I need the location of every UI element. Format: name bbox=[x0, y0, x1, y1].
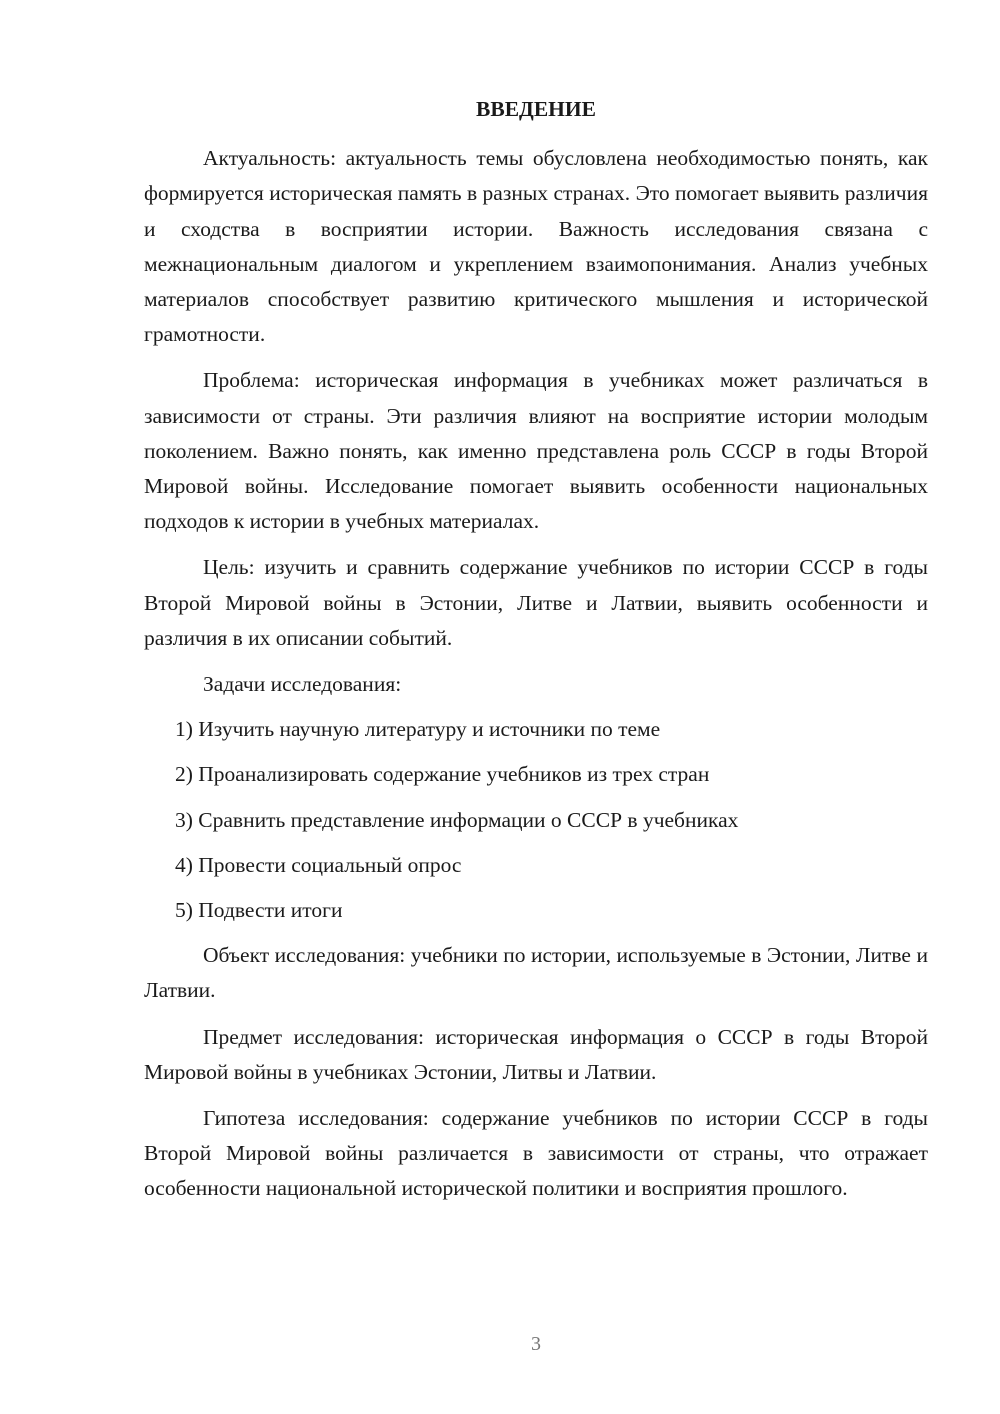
paragraph-goal: Цель: изучить и сравнить содержание учебников по истории СССР в годы Второй Мировой войны в Эстонии, Литве и Латвии, выявить особенности и различия в их описании событий. bbox=[144, 555, 928, 650]
paragraph-relevance: Актуальность: актуальность темы обусловлена необходимостью понять, как формируется историческая память в разных странах. Это помогает выявить различия и сходства в восприятии истории. Важность исследования связана с межнациональным диалогом и укреплением взаимопонимания. Анализ учебных материалов способствует развитию критического мышления и исторической грамотности. bbox=[144, 146, 928, 347]
task-list bbox=[144, 712, 928, 928]
paragraph-subject: Предмет исследования: историческая информация о СССР в годы Второй Мировой войны в учебниках Эстонии, Литвы и Латвии. bbox=[144, 1024, 928, 1084]
page-title: ВВЕДЕНИЕ bbox=[476, 97, 596, 121]
tasks-heading: Задачи исследования: bbox=[203, 672, 402, 697]
page-number: 3 bbox=[531, 1333, 541, 1355]
paragraph-object: Объект исследования: учебники по истории, используемые в Эстонии, Литве и Латвии. bbox=[144, 943, 928, 1003]
list-item: 5) Подвести итоги bbox=[175, 898, 343, 923]
paragraph-hypothesis: Гипотеза исследования: содержание учебников по истории СССР в годы Второй Мировой войны различается в зависимости от страны, что отражает особенности национальной исторической политики и восприятия прошлого. bbox=[144, 1106, 928, 1201]
document-page bbox=[144, 92, 928, 1207]
list-item: 2) Проанализировать содержание учебников из трех стран bbox=[175, 762, 710, 787]
list-item: 4) Провести социальный опрос bbox=[175, 852, 462, 877]
paragraph-problem: Проблема: историческая информация в учебниках может различаться в зависимости от страны. Эти различия влияют на восприятие истории молодым поколением. Важно понять, как именно представлена роль СССР в годы Второй Мировой войны. Исследование помогает выявить особенности национальных подходов к истории в учебных материалах. bbox=[144, 368, 928, 534]
list-item: 1) Изучить научную литературу и источники по теме bbox=[175, 717, 661, 742]
list-item: 3) Сравнить представление информации о СССР в учебниках bbox=[175, 807, 739, 832]
